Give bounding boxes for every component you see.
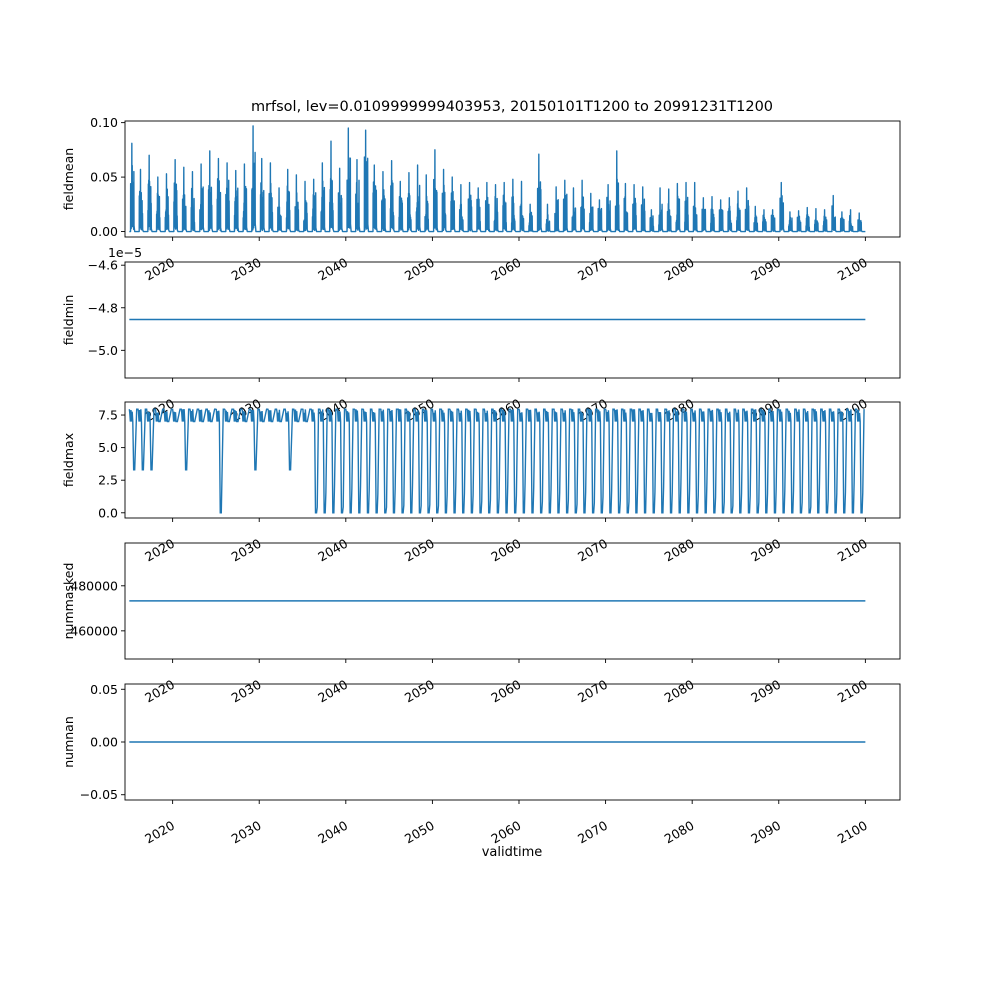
numnan-x-tick-label: 2070 <box>575 817 611 847</box>
fieldmax-y-axis-label: fieldmax <box>61 432 76 488</box>
fieldmax-x-tick-label: 2090 <box>748 535 784 565</box>
fieldmean-y-axis-label: fieldmean <box>61 147 76 211</box>
fieldmin-x-tick-label: 2090 <box>748 395 784 425</box>
fieldmean-x-tick-label: 2060 <box>488 254 524 284</box>
nummasked-y-tick-label: 460000 <box>70 623 118 639</box>
fieldmean-y-tick-label: 0.10 <box>90 115 118 131</box>
figure-title: mrfsol, lev=0.0109999999403953, 20150101T1200 to 20991231T1200 <box>250 99 774 115</box>
fieldmin-x-tick-label: 2020 <box>142 395 178 425</box>
fieldmin-y-tick-label: −4.8 <box>87 300 118 316</box>
fieldmean-x-tick-label: 2020 <box>142 254 178 284</box>
nummasked-x-tick-label: 2030 <box>228 676 264 706</box>
fieldmax-x-tick-label: 2100 <box>834 535 870 565</box>
fieldmean-x-tick-label: 2090 <box>748 254 784 284</box>
x-axis-label: validtime <box>481 845 543 860</box>
numnan-x-tick-label: 2080 <box>661 817 697 847</box>
fieldmax-x-tick-label: 2050 <box>401 535 437 565</box>
numnan-x-tick-label: 2100 <box>834 817 870 847</box>
fieldmax-x-tick-label: 2060 <box>488 535 524 565</box>
fieldmin-x-tick-label: 2050 <box>401 395 437 425</box>
fieldmax-y-tick-label: 0.0 <box>98 505 118 521</box>
fieldmin-y-axis-label: fieldmin <box>61 294 76 346</box>
fieldmin-x-tick-label: 2080 <box>661 395 697 425</box>
fieldmean-x-tick-label: 2040 <box>315 254 351 284</box>
nummasked-x-tick-label: 2050 <box>401 676 437 706</box>
nummasked-y-axis-label: nummasked <box>61 562 76 640</box>
fieldmean-y-tick-label: 0.05 <box>90 169 118 185</box>
nummasked-x-tick-label: 2070 <box>575 676 611 706</box>
nummasked-x-tick-label: 2040 <box>315 676 351 706</box>
nummasked-x-tick-label: 2060 <box>488 676 524 706</box>
fieldmax-x-tick-label: 2030 <box>228 535 264 565</box>
fieldmin-y-tick-label: −4.6 <box>87 257 118 273</box>
fieldmin-x-tick-label: 2040 <box>315 395 351 425</box>
nummasked-x-tick-label: 2020 <box>142 676 178 706</box>
fieldmax-y-tick-label: 5.0 <box>98 440 118 456</box>
fieldmax-x-tick-label: 2080 <box>661 535 697 565</box>
numnan-y-tick-label: 0.00 <box>90 734 118 750</box>
fieldmax-y-tick-label: 2.5 <box>98 472 118 488</box>
fieldmin-x-tick-label: 2030 <box>228 395 264 425</box>
fieldmax-x-tick-label: 2020 <box>142 535 178 565</box>
fieldmin-x-tick-label: 2060 <box>488 395 524 425</box>
fieldmax-x-tick-label: 2070 <box>575 535 611 565</box>
fieldmean-y-tick-label: 0.00 <box>90 224 118 240</box>
fieldmean-x-tick-label: 2070 <box>575 254 611 284</box>
nummasked-y-tick-label: 480000 <box>70 578 118 594</box>
numnan-y-axis-label: numnan <box>61 716 76 768</box>
nummasked-x-tick-label: 2090 <box>748 676 784 706</box>
fieldmean-x-tick-label: 2080 <box>661 254 697 284</box>
numnan-x-tick-label: 2040 <box>315 817 351 847</box>
fieldmax-x-tick-label: 2040 <box>315 535 351 565</box>
fieldmean-x-tick-label: 2030 <box>228 254 264 284</box>
numnan-x-tick-label: 2090 <box>748 817 784 847</box>
numnan-y-tick-label: −0.05 <box>79 787 118 803</box>
numnan-x-tick-label: 2050 <box>401 817 437 847</box>
fieldmin-y-tick-label: −5.0 <box>87 342 118 358</box>
numnan-x-tick-label: 2030 <box>228 817 264 847</box>
fieldmean-x-tick-label: 2050 <box>401 254 437 284</box>
nummasked-x-tick-label: 2080 <box>661 676 697 706</box>
numnan-x-tick-label: 2020 <box>142 817 178 847</box>
fieldmean-x-tick-label: 2100 <box>834 254 870 284</box>
numnan-x-tick-label: 2060 <box>488 817 524 847</box>
fieldmin-x-tick-label: 2070 <box>575 395 611 425</box>
numnan-y-tick-label: 0.05 <box>90 681 118 697</box>
nummasked-x-tick-label: 2100 <box>834 676 870 706</box>
fieldmax-y-tick-label: 7.5 <box>98 407 118 423</box>
fieldmin-offset-label: 1e−5 <box>107 245 143 260</box>
fieldmin-x-tick-label: 2100 <box>834 395 870 425</box>
